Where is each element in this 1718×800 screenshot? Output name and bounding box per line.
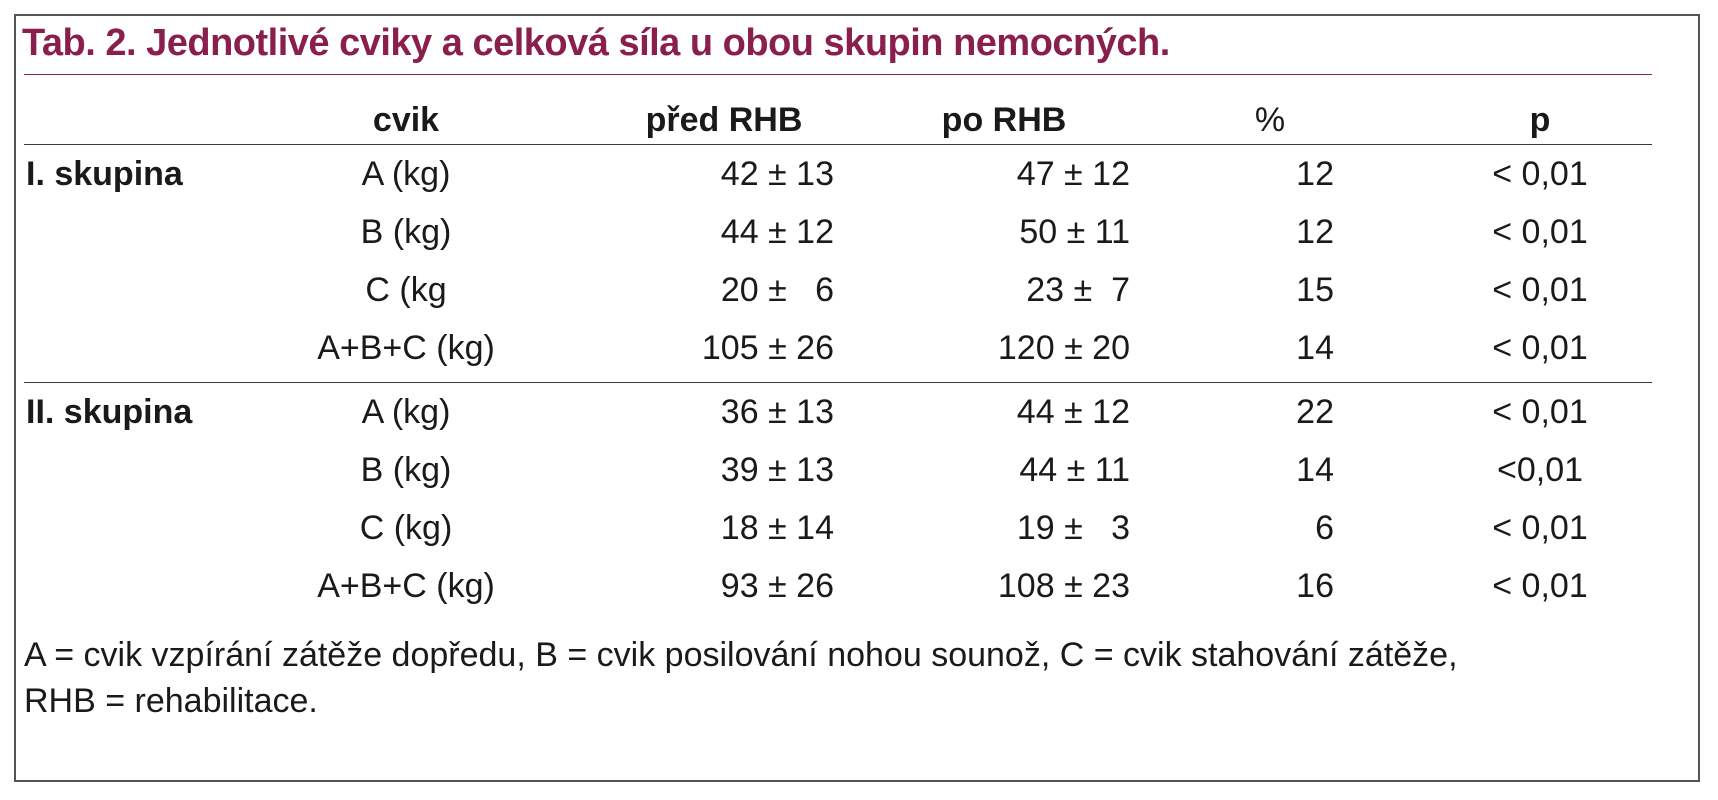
table-footnote bbox=[24, 632, 1684, 724]
cell-p: < 0,01 bbox=[1492, 393, 1588, 431]
cell-cvik: B (kg) bbox=[360, 213, 452, 251]
cell-cvik: C (kg) bbox=[359, 509, 453, 547]
cell-po-rhb: 50 ± 11 bbox=[1019, 213, 1130, 251]
cell-pred-rhb: 36 ± 13 bbox=[720, 393, 834, 431]
cell-po-rhb: 44 ± 11 bbox=[1019, 451, 1130, 489]
cell-cvik: A (kg) bbox=[361, 393, 451, 431]
cell-po-rhb: 120 ± 20 bbox=[997, 329, 1130, 367]
table-caption: Tab. 2. Jednotlivé cviky a celková síla u obou skupin nemocných. bbox=[22, 22, 1170, 64]
cell-po-rhb: 44 ± 12 bbox=[1016, 393, 1130, 431]
cell-p: < 0,01 bbox=[1492, 509, 1588, 547]
cell-percent: 12 bbox=[1296, 155, 1334, 193]
cell-cvik: C (kg bbox=[365, 271, 447, 309]
header-cvik: cvik bbox=[372, 101, 440, 139]
cell-po-rhb: 108 ± 23 bbox=[997, 567, 1130, 605]
cell-percent: 15 bbox=[1296, 271, 1334, 309]
group-label-1: I. skupina bbox=[26, 155, 183, 193]
header-p: p bbox=[1529, 101, 1551, 139]
group-divider bbox=[24, 382, 1652, 383]
cell-pred-rhb: 105 ± 26 bbox=[701, 329, 834, 367]
cell-p: < 0,01 bbox=[1492, 213, 1588, 251]
cell-pred-rhb: 20 ± 6 bbox=[720, 271, 834, 309]
header-po-rhb: po RHB bbox=[941, 101, 1067, 139]
cell-p: < 0,01 bbox=[1492, 567, 1588, 605]
cell-po-rhb: 47 ± 12 bbox=[1016, 155, 1130, 193]
cell-pred-rhb: 42 ± 13 bbox=[720, 155, 834, 193]
cell-po-rhb: 23 ± 7 bbox=[1026, 271, 1130, 309]
cell-percent: 6 bbox=[1315, 509, 1334, 547]
cell-percent: 12 bbox=[1296, 213, 1334, 251]
header-percent: % bbox=[1254, 101, 1286, 139]
header-rule bbox=[24, 144, 1652, 145]
cell-pred-rhb: 44 ± 12 bbox=[720, 213, 834, 251]
cell-percent: 14 bbox=[1296, 329, 1334, 367]
footnote-line-1: A = cvik vzpírání zátěže dopředu, B = cvik posilování nohou sounož, C = cvik stahování zátěže, bbox=[24, 636, 1458, 674]
group-label-2: II. skupina bbox=[26, 393, 193, 431]
cell-p: < 0,01 bbox=[1492, 155, 1588, 193]
cell-po-rhb: 19 ± 3 bbox=[1016, 509, 1130, 547]
cell-pred-rhb: 39 ± 13 bbox=[720, 451, 834, 489]
cell-p: < 0,01 bbox=[1492, 329, 1588, 367]
cell-p: <0,01 bbox=[1496, 451, 1584, 489]
cell-pred-rhb: 18 ± 14 bbox=[720, 509, 834, 547]
cell-cvik: A+B+C (kg) bbox=[317, 329, 495, 367]
cell-p: < 0,01 bbox=[1492, 271, 1588, 309]
cell-percent: 14 bbox=[1296, 451, 1334, 489]
cell-percent: 16 bbox=[1296, 567, 1334, 605]
cell-cvik: B (kg) bbox=[360, 451, 452, 489]
footnote-line-2: RHB = rehabilitace. bbox=[24, 682, 318, 720]
caption-rule bbox=[24, 74, 1652, 75]
cell-pred-rhb: 93 ± 26 bbox=[720, 567, 834, 605]
cell-cvik: A (kg) bbox=[361, 155, 451, 193]
header-pred-rhb: před RHB bbox=[645, 101, 803, 139]
cell-cvik: A+B+C (kg) bbox=[317, 567, 495, 605]
cell-percent: 22 bbox=[1296, 393, 1334, 431]
